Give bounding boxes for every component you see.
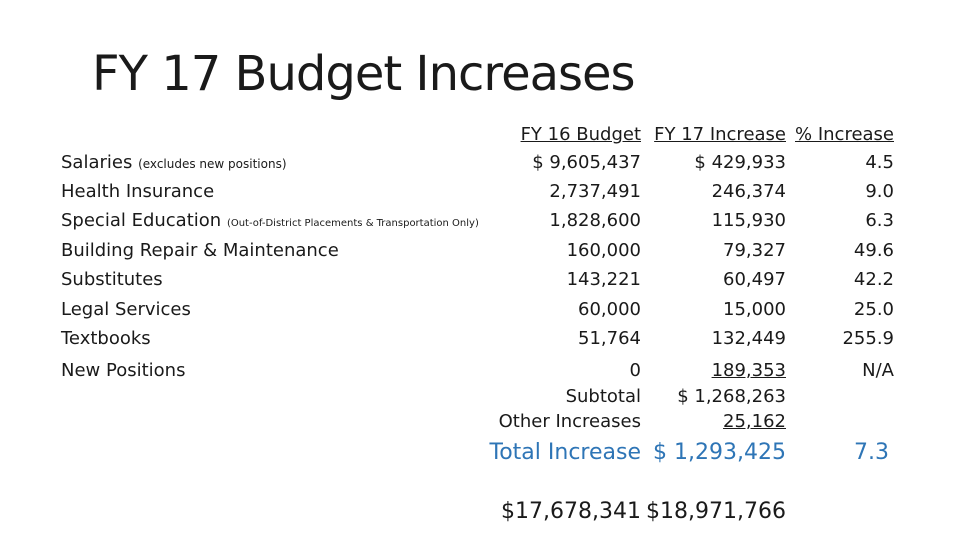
subtotal-label: Subtotal (565, 386, 641, 407)
cell-fy16: 2,737,491 (549, 181, 641, 202)
cell-fy17: 60,497 (723, 269, 786, 290)
row-label-health-insurance: Health Insurance (61, 181, 215, 202)
cell-fy17: 132,449 (711, 328, 786, 349)
subtotal-value: $ 1,268,263 (677, 386, 786, 407)
row-label-substitutes: Substitutes (61, 269, 163, 290)
cell-pct: N/A (862, 360, 894, 381)
cell-fy16: 0 (629, 360, 641, 381)
header-pct: % Increase (795, 124, 894, 145)
row-label-special-education (61, 210, 479, 235)
grand-total-fy16: $17,678,341 (501, 499, 641, 524)
row-label-new-positions: New Positions (61, 360, 186, 381)
row-label-salaries (61, 152, 287, 175)
cell-fy16: 160,000 (566, 240, 641, 261)
row-label-legal-services: Legal Services (61, 299, 191, 320)
row-label-text: Salaries (61, 152, 133, 173)
cell-fy17: 79,327 (723, 240, 786, 261)
cell-fy17: 246,374 (711, 181, 786, 202)
row-label-building-repair: Building Repair & Maintenance (61, 240, 339, 261)
grand-total-fy17: $18,971,766 (646, 499, 786, 524)
cell-pct: 255.9 (842, 328, 894, 349)
cell-fy16: 51,764 (578, 328, 641, 349)
cell-fy16: 1,828,600 (549, 210, 641, 231)
cell-fy16: $ 9,605,437 (532, 152, 641, 173)
cell-pct: 6.3 (865, 210, 894, 231)
cell-pct: 9.0 (865, 181, 894, 202)
cell-pct: 25.0 (853, 299, 894, 320)
header-fy17: FY 17 Increase (654, 124, 786, 145)
cell-fy17: 115,930 (711, 210, 786, 231)
row-note: (excludes new positions) (138, 157, 287, 171)
total-increase-label: Total Increase (489, 440, 641, 465)
row-note: (Out-of-District Placements & Transportation Only) (226, 218, 479, 229)
row-label-text: Special Education (61, 210, 222, 231)
cell-fy16: 143,221 (566, 269, 641, 290)
header-fy16: FY 16 Budget (520, 124, 641, 145)
cell-fy17: 15,000 (723, 299, 786, 320)
total-increase-value: $ 1,293,425 (653, 440, 786, 465)
total-increase-pct: 7.3 (854, 440, 889, 465)
cell-pct: 49.6 (853, 240, 894, 261)
other-increases-label: Other Increases (498, 411, 641, 432)
page-title: FY 17 Budget Increases (92, 46, 635, 102)
cell-pct: 42.2 (853, 269, 894, 290)
cell-pct: 4.5 (865, 152, 894, 173)
cell-fy17: 189,353 (711, 360, 786, 381)
row-label-textbooks: Textbooks (61, 328, 151, 349)
cell-fy16: 60,000 (578, 299, 641, 320)
other-increases-value: 25,162 (723, 411, 786, 432)
cell-fy17: $ 429,933 (694, 152, 786, 173)
